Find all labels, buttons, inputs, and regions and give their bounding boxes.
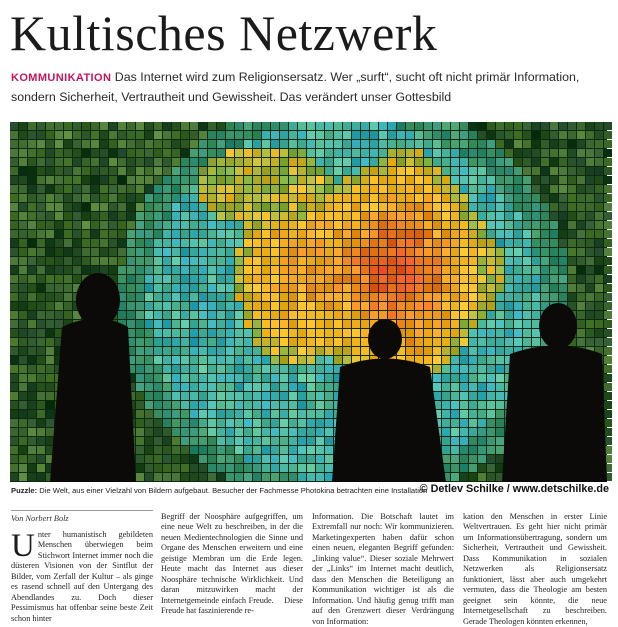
drop-cap: U: [11, 528, 35, 564]
body-column-4: [463, 512, 607, 626]
column-2-text: Begriff der Noosphäre aufgegriffen, um eine neue Welt zu beschreiben, in der die neuen Medientechnologien die Sinne und Organe des Menschen erweitern und eine geistige Membran um die Erde legen. Heute macht das Internet aus dieser Noosphäre technische Wirklichkeit. Und daran mitzuwirken macht der Internetgemeinde einfach Freude. Diese Freude hat faszinierende re-: [161, 512, 303, 616]
lead-photo: [10, 122, 607, 482]
lead-text: Das Internet wird zum Religionsersatz. Wer „surft“, sucht oft nicht primär Information, sondern Sicherheit, Vertrautheit und Gewissheit. Das verändert unser Gottesbild: [11, 70, 580, 104]
kicker: KOMMUNIKATION: [11, 72, 112, 84]
photo-caption: [11, 484, 611, 498]
column-4-text: kation den Menschen in erster Linie Weltvertrauen. Es geht hier nicht primär um Informationsübertragung, sondern um Sicherheit, Vertrautheit und Gewissheit. Dass Kommunikation in sozialen Netzwerken als Religionsersatz funktioniert, lässt aber auch umgekehrt vermuten, dass die Theologie am besten geeignet sein könnte, die neue Internetgesellschaft zu beschreiben. Gerade Theologen könnten erkennen,: [463, 512, 607, 626]
photo-credit: © Detlev Schilke / www.detschilke.de: [419, 483, 609, 495]
column-3-text: Information. Die Botschaft lautet im Extremfall nur noch: Wir kommunizieren. Marketingexperten haben dafür schon einen neuen, eleganten Begriff gefunden: „linking value“. Dieser soziale Mehrwert der „Links“ im Internet macht deutlich, dass den Menschen die Beteiligung an Kommunikation wichtiger ist als die Information. Und häufig genug trifft man auf den Grenzwert dieser Verdrängung von Information:: [312, 512, 454, 626]
mosaic-globe-image: [10, 122, 607, 482]
column-1-text: nter humanistisch gebildeten Menschen überwiegen beim Stichwort Internet immer noch die düsteren Visionen von der Sintflut der Bilder, vom Zerfall der Kultur – als ginge es rasend schnell auf den Untergang des Abendlandes zu. Doch dieser Pessimismus hat offenbar seine beste Zeit schon hinter: [11, 530, 153, 623]
caption-text: Die Welt, aus einer Vielzahl von Bildern aufgebaut. Besucher der Fachmesse Photokina betrachten eine Installation: [39, 486, 428, 495]
author-rule: [11, 510, 153, 511]
body-column-2: [161, 512, 303, 618]
caption-label: Puzzle:: [11, 486, 38, 495]
byline: Von Norbert Bolz: [11, 514, 69, 523]
headline: Kultisches Netzwerk: [10, 5, 438, 61]
body-column-3: [312, 512, 454, 626]
body-column-1: [11, 528, 153, 623]
lead-paragraph: [11, 68, 611, 107]
